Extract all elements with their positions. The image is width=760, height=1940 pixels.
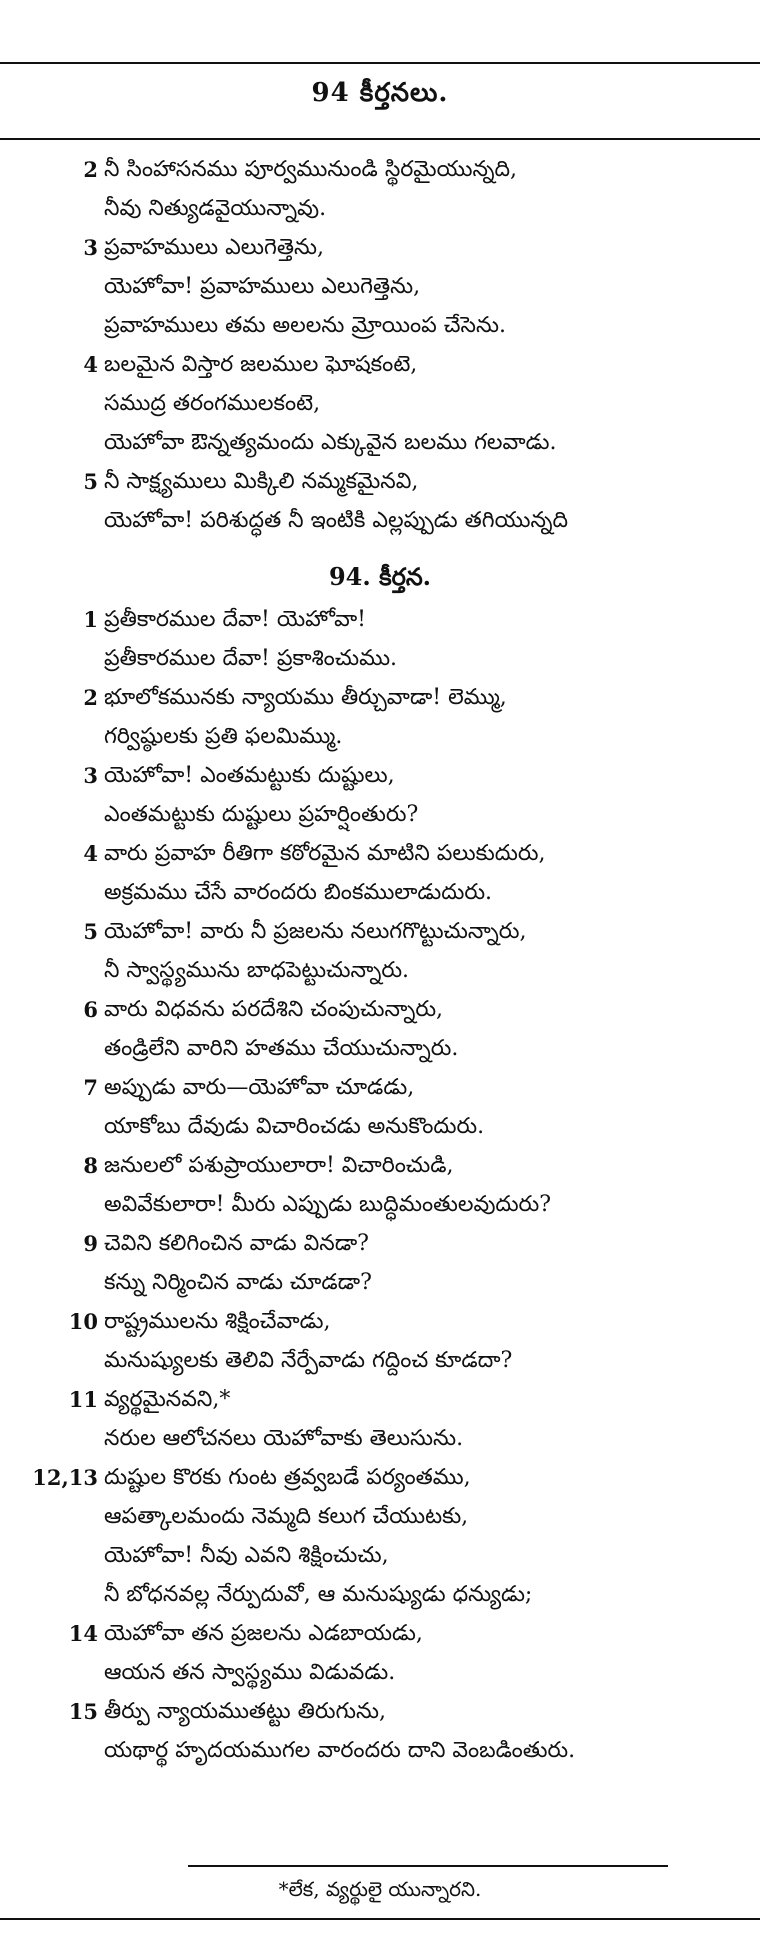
verse-line <box>0 1029 760 1068</box>
verse-text: ప్రతీకారముల దేవా! యెహోవా! <box>104 607 367 632</box>
verse-line <box>0 423 760 462</box>
verse-text: యథార్థ హృదయముగల వారందరు దాని వెంబడింతురు. <box>104 1738 576 1763</box>
verse-line <box>0 1302 760 1341</box>
footnote-rule <box>188 1865 668 1867</box>
verse-line <box>0 1497 760 1536</box>
verse-text: ప్రవాహములు తమ అలలను మ్రోయింప చేసెను. <box>104 313 507 338</box>
verse-number: 5 <box>83 469 98 494</box>
verse-text: వారు ప్రవాహ రీతిగా కఠోరమైన మాటిని పలుకుదురు, <box>104 841 546 866</box>
verse-text: ప్రవాహములు ఎలుగెత్తెను, <box>104 235 324 260</box>
verse-line <box>0 228 760 267</box>
verse-number: 7 <box>83 1075 98 1100</box>
verse-text: నీ బోధనవల్ల నేర్పుదువో, ఆ మనుష్యుడు ధన్యుడు; <box>104 1582 533 1607</box>
verse-line <box>0 1341 760 1380</box>
verse-number: 8 <box>83 1153 98 1178</box>
verse-number: 5 <box>83 919 98 944</box>
verse-text: ఆయన తన స్వాస్థ్యము విడువడు. <box>104 1660 396 1685</box>
verse-text: యెహోవా ఔన్నత్యమందు ఎక్కువైన బలము గలవాడు. <box>104 430 557 455</box>
verse-line <box>0 384 760 423</box>
verse-text: అవివేకులారా! మీరు ఎప్పుడు బుద్ధిమంతులవుదురు? <box>104 1192 552 1217</box>
verse-line <box>0 501 760 540</box>
verse-line <box>0 1458 760 1497</box>
verse-line <box>0 1263 760 1302</box>
verse-text: నరుల ఆలోచనలు యెహోవాకు తెలుసును. <box>104 1426 464 1451</box>
verse-text: వారు విధవను పరదేశిని చంపుచున్నారు, <box>104 997 444 1022</box>
verse-line <box>0 1419 760 1458</box>
verse-text: నీ సింహాసనము పూర్వమునుండి స్థిరమైయున్నది, <box>104 157 517 182</box>
verse-number: 2 <box>83 157 98 182</box>
verse-number: 11 <box>68 1387 98 1412</box>
verse-number: 14 <box>68 1621 98 1646</box>
verse-text: దుష్టుల కొరకు గుంట త్రవ్వబడే పర్యంతము, <box>104 1465 471 1490</box>
verse-line <box>0 1185 760 1224</box>
verse-line <box>0 912 760 951</box>
verse-number: 4 <box>83 841 98 866</box>
verse-text: యెహోవా! నీవు ఎవని శిక్షించుచు, <box>104 1543 389 1568</box>
verse-text: అక్రమము చేసే వారందరు బింకములాడుదురు. <box>104 880 493 905</box>
verse-line <box>0 345 760 384</box>
verse-text: ఎంతమట్టుకు దుష్టులు ప్రహర్షింతురు? <box>104 802 419 827</box>
verse-line <box>0 1536 760 1575</box>
verse-number: 2 <box>83 685 98 710</box>
verse-line <box>0 756 760 795</box>
psalm-93-verses <box>0 150 760 540</box>
footnote: *లేక, వ్యర్థులై యున్నారని. <box>278 1877 482 1901</box>
verse-line <box>0 990 760 1029</box>
verse-line <box>0 1575 760 1614</box>
verse-line <box>0 150 760 189</box>
verse-text: యెహోవా! వారు నీ ప్రజలను నలుగగొట్టుచున్నారు, <box>104 919 527 944</box>
verse-text: నీ స్వాస్థ్యమును బాధపెట్టుచున్నారు. <box>104 958 410 983</box>
verse-line <box>0 1614 760 1653</box>
verse-text: యెహోవా! ప్రవాహములు ఎలుగెత్తెను, <box>104 274 421 299</box>
verse-line <box>0 1068 760 1107</box>
verse-text: సముద్ర తరంగములకంటె, <box>104 391 321 416</box>
verse-line <box>0 873 760 912</box>
verse-text: మనుష్యులకు తెలివి నేర్పేవాడు గద్దించ కూడదా? <box>104 1348 513 1373</box>
verse-line <box>0 1107 760 1146</box>
verse-text: ప్రతీకారముల దేవా! ప్రకాశించుము. <box>104 646 398 671</box>
verse-line <box>0 678 760 717</box>
verse-line <box>0 600 760 639</box>
verse-number: 4 <box>83 352 98 377</box>
verse-line <box>0 1224 760 1263</box>
verse-number: 6 <box>83 997 98 1022</box>
verse-line <box>0 189 760 228</box>
verse-line <box>0 1380 760 1419</box>
header-rule <box>0 138 760 140</box>
verse-line <box>0 951 760 990</box>
verse-number: 3 <box>83 763 98 788</box>
verse-line <box>0 795 760 834</box>
verse-text: భూలోకమునకు న్యాయము తీర్చువాడా! లెమ్ము, <box>104 685 507 710</box>
psalm-heading: 94. కీర్తన. <box>328 562 432 591</box>
verse-line <box>0 1692 760 1731</box>
psalm-94-verses <box>0 600 760 1770</box>
verse-text: యెహోవా! ఎంతమట్టుకు దుష్టులు, <box>104 763 395 788</box>
verse-number: 12,13 <box>32 1465 98 1490</box>
verse-number: 1 <box>83 607 98 632</box>
verse-text: కన్ను నిర్మించిన వాడు చూడడా? <box>104 1270 372 1295</box>
verse-line <box>0 834 760 873</box>
verse-number: 3 <box>83 235 98 260</box>
page-header: 94 కీర్తనలు. <box>311 78 449 108</box>
verse-text: యెహోవా! పరిశుద్ధత నీ ఇంటికి ఎల్లప్పుడు తగియున్నది <box>104 508 569 533</box>
verse-line <box>0 1731 760 1770</box>
verse-line <box>0 306 760 345</box>
verse-text: ఆపత్కాలమందు నెమ్మది కలుగ చేయుటకు, <box>104 1504 469 1529</box>
verse-text: జనులలో పశుప్రాయులారా! విచారించుడి, <box>104 1153 454 1178</box>
verse-line <box>0 717 760 756</box>
verse-line <box>0 1653 760 1692</box>
verse-text: తీర్పు న్యాయముతట్టు తిరుగును, <box>104 1699 386 1724</box>
verse-text: రాష్ట్రములను శిక్షించేవాడు, <box>104 1309 331 1334</box>
verse-text: వ్యర్థమైనవని,* <box>104 1387 231 1412</box>
verse-text: యెహోవా తన ప్రజలను ఎడబాయడు, <box>104 1621 423 1646</box>
verse-text: తండ్రిలేని వారిని హతము చేయుచున్నారు. <box>104 1036 459 1061</box>
verse-line <box>0 267 760 306</box>
verse-text: యాకోబు దేవుడు విచారించడు అనుకొందురు. <box>104 1114 485 1139</box>
verse-line <box>0 462 760 501</box>
verse-text: నీ సాక్ష్యములు మిక్కిలి నమ్మకమైనవి, <box>104 469 419 494</box>
verse-text: గర్విష్ఠులకు ప్రతి ఫలమిమ్ము. <box>104 724 343 749</box>
verse-number: 15 <box>68 1699 98 1724</box>
verse-number: 9 <box>83 1231 98 1256</box>
verse-number: 10 <box>68 1309 98 1334</box>
top-rule <box>0 62 760 64</box>
verse-text: చెవిని కలిగించిన వాడు వినడా? <box>104 1231 369 1256</box>
verse-text: అప్పుడు వారు—యెహోవా చూడడు, <box>104 1075 415 1100</box>
verse-line <box>0 1146 760 1185</box>
bottom-rule <box>0 1918 760 1920</box>
verse-text: నీవు నిత్యుడవైయున్నావు. <box>104 196 327 221</box>
verse-text: బలమైన విస్తార జలముల ఘోషకంటె, <box>104 352 418 377</box>
verse-line <box>0 639 760 678</box>
